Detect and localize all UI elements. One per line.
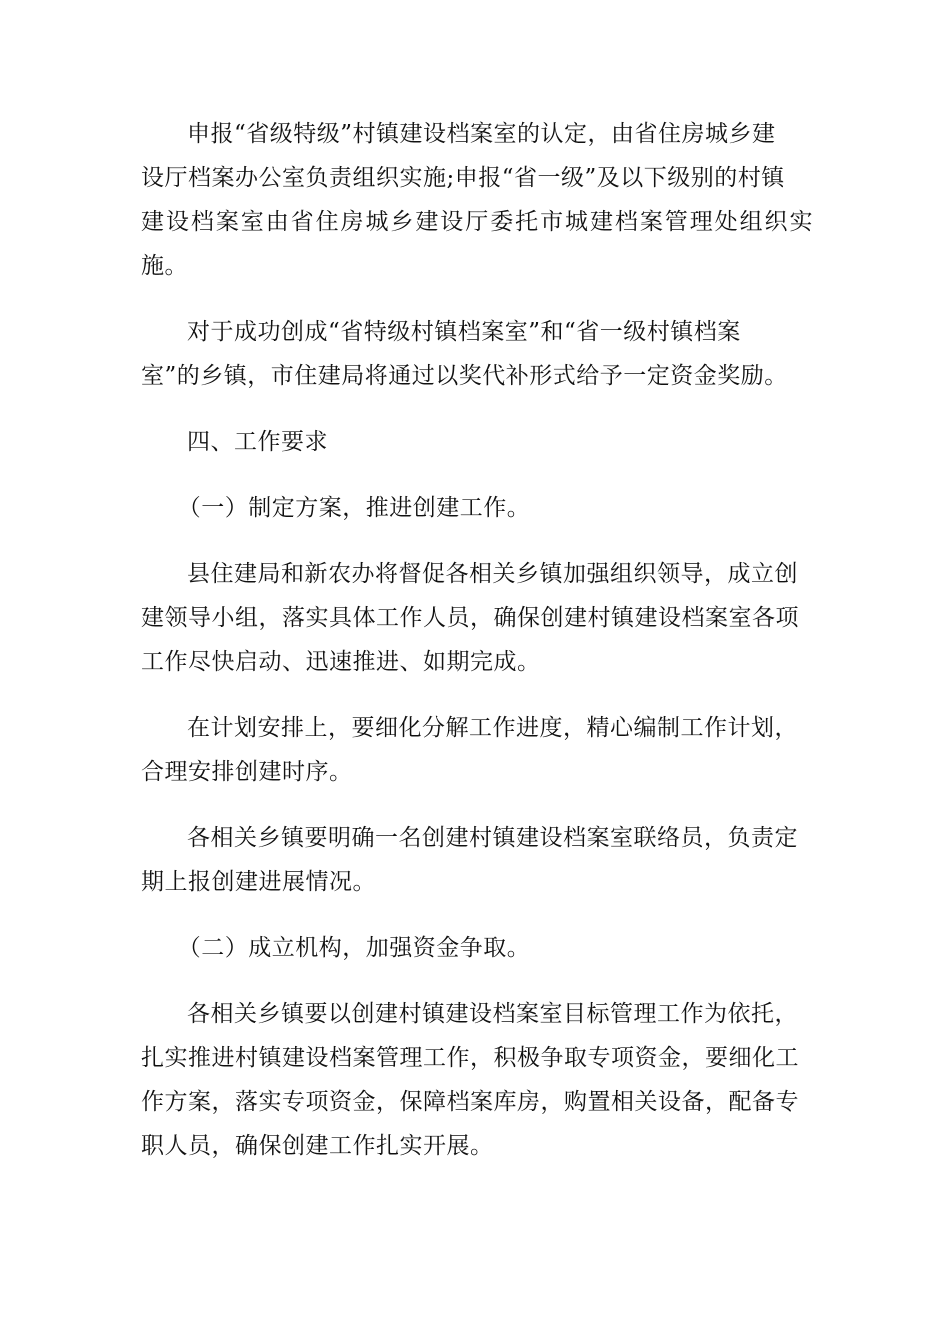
subsection-heading-plan: （一）制定方案，推进创建工作。 [177,495,531,521]
text-line: 合理安排创建时序。 [141,759,353,785]
text-line: 工作尽快启动、迅速推进、如期完成。 [141,649,541,675]
text-line: 建设档案室由省住房城乡建设厅委托市城建档案管理处组织实施。 [141,209,813,279]
text-line: 职人员，确保创建工作扎实开展。 [141,1133,494,1159]
text-line: 作方案，落实专项资金，保障档案库房，购置相关设备，配备专 [141,1089,799,1115]
text-line: 县住建局和新农办将督促各相关乡镇加强组织领导，成立创 [187,561,798,587]
text-line: 扎实推进村镇建设档案管理工作，积极争取专项资金，要细化工 [141,1045,799,1071]
paragraph-leadership [141,552,813,684]
text-line: 申报“省级特级”村镇建设档案室的认定，由省住房城乡建 [187,121,776,147]
text-line: 各相关乡镇要明确一名创建村镇建设档案室联络员，负责定 [187,825,798,851]
text-line: 在计划安排上，要细化分解工作进度，精心编制工作计划， [187,715,798,741]
text-line: 对于成功创成“省特级村镇档案室”和“省一级村镇档案 [187,319,741,345]
paragraph-management [141,992,813,1168]
section-heading-work-requirements: 四、工作要求 [187,429,328,455]
text-line: 室”的乡镇，市住建局将通过以奖代补形式给予一定资金奖励。 [141,363,788,389]
text-line: 建领导小组，落实具体工作人员，确保创建村镇建设档案室各项 [141,605,799,631]
paragraph-funding-reward [141,310,813,398]
paragraph-provincial-certification [141,112,813,288]
text-line: 期上报创建进展情况。 [141,869,376,895]
paragraph-schedule [141,706,813,794]
text-line: 各相关乡镇要以创建村镇建设档案室目标管理工作为依托， [187,1001,798,1027]
subsection-heading-funding: （二）成立机构，加强资金争取。 [177,935,531,961]
text-line: 设厅档案办公室负责组织实施;申报“省一级”及以下级别的村镇 [141,165,785,191]
document-body [141,112,813,1190]
paragraph-liaison [141,816,813,904]
